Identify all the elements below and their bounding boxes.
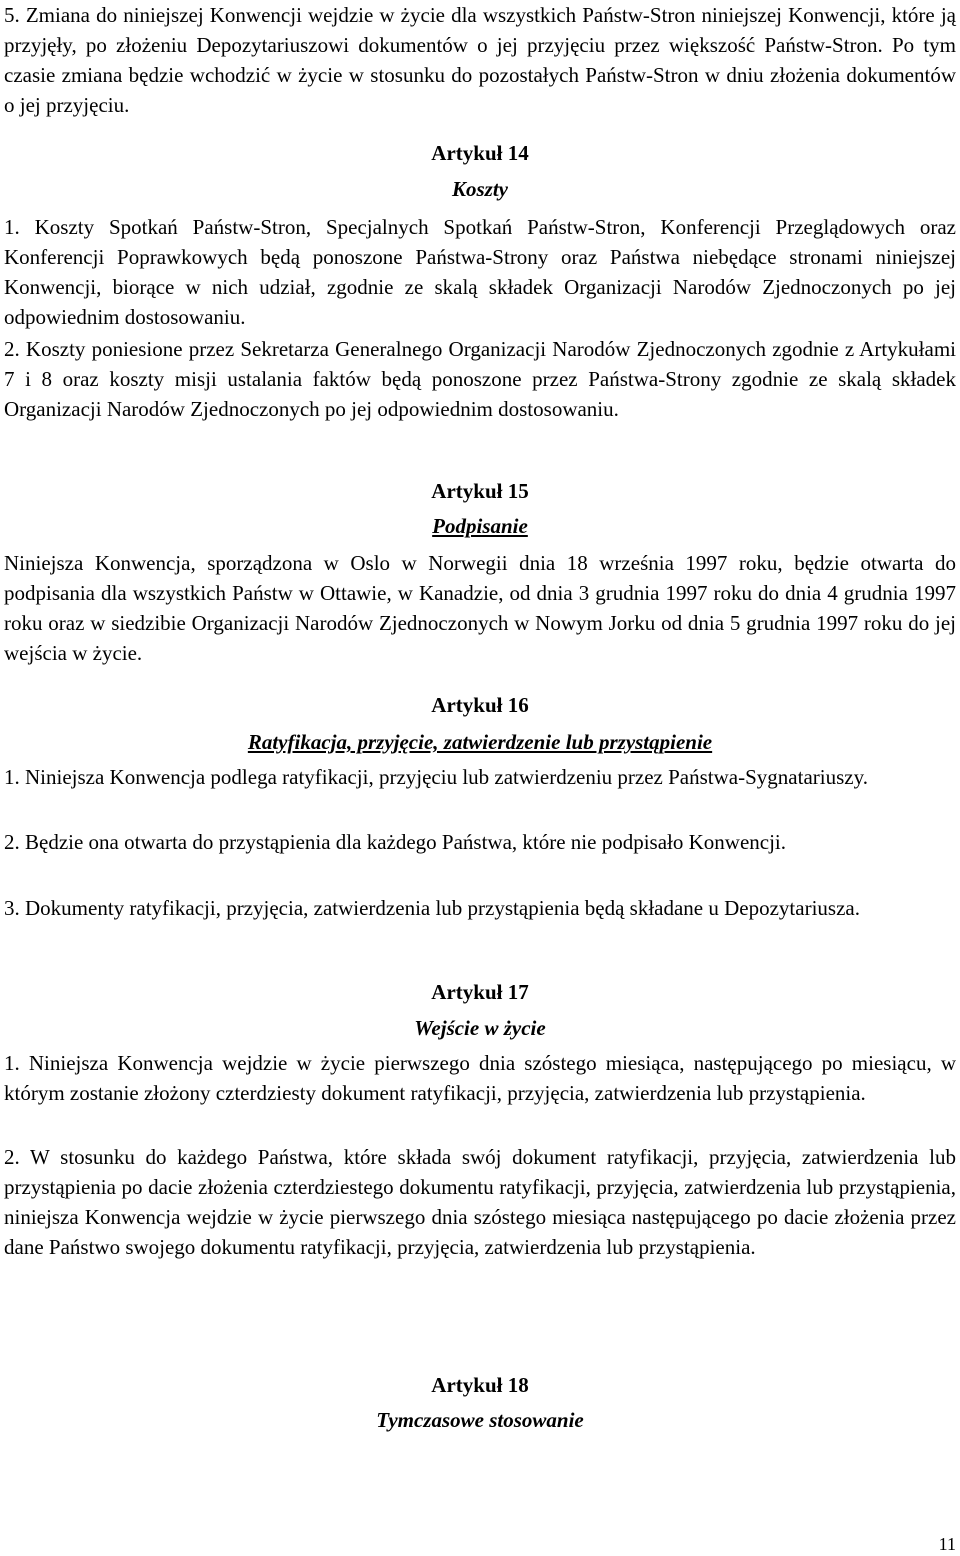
article-18 bbox=[4, 1370, 956, 1400]
article-16 bbox=[4, 690, 956, 720]
article-16-para-1 bbox=[4, 762, 956, 792]
article-15 bbox=[4, 476, 956, 506]
article-title-text: Podpisanie bbox=[432, 514, 528, 538]
article-17-para-1 bbox=[4, 1048, 956, 1108]
article-18-title-wrap bbox=[4, 1405, 956, 1435]
article-17-title-wrap bbox=[4, 1013, 956, 1043]
article-17-para-2 bbox=[4, 1142, 956, 1262]
article-title: Koszty bbox=[451, 177, 508, 201]
article-title bbox=[4, 511, 956, 541]
paragraph-text: 2. Będzie ona otwarta do przystąpienia dla każdego Państwa, które nie podpisało Konwencji. bbox=[4, 830, 787, 854]
article-title: Wejście w życie bbox=[414, 1016, 546, 1040]
paragraph-text: 2. W stosunku do każdego Państwa, które składa swój dokument ratyfikacji, przyjęcia, zatwierdzenia lub przystąpienia po dacie złożenia czterdziestego dokumentu ratyfikacji, przyjęcia, zatwierdzenia lub przystąpienia, niniejsza Konwencja wejdzie w życie pierwszego dnia szóstego miesiąca następującego po dacie złożenia przez dane Państwo swojego dokumentu ratyfikacji, przyjęcia, zatwierdzenia lub przystąpienia. bbox=[4, 1145, 956, 1259]
article-16-title-wrap bbox=[4, 727, 956, 757]
paragraph-text: 1. Niniejsza Konwencja podlega ratyfikacji, przyjęciu lub zatwierdzeniu przez Państwa-Sygnatariuszy. bbox=[4, 765, 868, 789]
article-heading: Artykuł 17 bbox=[431, 980, 529, 1004]
article-14 bbox=[4, 138, 956, 168]
page-number: 11 bbox=[938, 1534, 956, 1554]
article-heading: Artykuł 15 bbox=[431, 479, 529, 503]
article-title bbox=[4, 727, 956, 757]
paragraph-text: 3. Dokumenty ratyfikacji, przyjęcia, zatwierdzenia lub przystąpienia będą składane u Depozytariusza. bbox=[4, 896, 860, 920]
article-title: Tymczasowe stosowanie bbox=[376, 1408, 584, 1432]
paragraph-text: 1. Niniejsza Konwencja wejdzie w życie pierwszego dnia szóstego miesiąca, następującego po miesiącu, w którym zostanie złożony czterdziesty dokument ratyfikacji, przyjęcia, zatwierdzenia lub przystąpienia. bbox=[4, 1051, 956, 1105]
article-17 bbox=[4, 977, 956, 1007]
article-14-para-1 bbox=[4, 212, 956, 332]
article-14-para-2 bbox=[4, 334, 956, 424]
paragraph-text: 2. Koszty poniesione przez Sekretarza Generalnego Organizacji Narodów Zjednoczonych zgodnie z Artykułami 7 i 8 oraz koszty misji ustalania faktów będą ponoszone przez Państwa-Strony zgodnie ze skalą składek Organizacji Narodów Zjednoczonych po jej odpowiednim dostosowaniu. bbox=[4, 337, 956, 421]
article-16-para-3 bbox=[4, 893, 956, 923]
paragraph-text: 5. Zmiana do niniejszej Konwencji wejdzie w życie dla wszystkich Państw-Stron niniejszej Konwencji, które ją przyjęły, po złożeniu Depozytariuszowi dokumentów o jej przyjęciu przez większość Państw-Stron. Po tym czasie zmiana będzie wchodzić w życie w stosunku do pozostałych Państw-Stron w dniu złożenia dokumentów o jej przyjęciu. bbox=[4, 3, 956, 117]
paragraph-5 bbox=[4, 0, 956, 120]
article-title-text: Ratyfikacja, przyjęcie, zatwierdzenie lub przystąpienie bbox=[247, 730, 713, 754]
article-heading: Artykuł 18 bbox=[431, 1373, 529, 1397]
article-16-para-2 bbox=[4, 827, 956, 857]
paragraph-text: Niniejsza Konwencja, sporządzona w Oslo w Norwegii dnia 18 września 1997 roku, będzie otwarta do podpisania dla wszystkich Państw w Ottawie, w Kanadzie, od dnia 3 grudnia 1997 roku do dnia 4 grudnia 1997 roku oraz w siedzibie Organizacji Narodów Zjednoczonych w Nowym Jorku od dnia 5 grudnia 1997 roku do jej wejścia w życie. bbox=[4, 551, 956, 665]
article-heading: Artykuł 16 bbox=[431, 693, 529, 717]
article-15-para-1 bbox=[4, 548, 956, 668]
article-heading: Artykuł 14 bbox=[431, 141, 529, 165]
paragraph-text: 1. Koszty Spotkań Państw-Stron, Specjalnych Spotkań Państw-Stron, Konferencji Przeglądowych oraz Konferencji Poprawkowych będą ponoszone Państwa-Strony oraz Państwa niebędące stronami niniejszej Konwencji, biorące w nich udział, zgodnie ze skalą składek Organizacji Narodów Zjednoczonych po jej odpowiednim dostosowaniu. bbox=[4, 215, 956, 329]
article-14-title-wrap bbox=[4, 174, 956, 204]
article-15-title-wrap bbox=[4, 511, 956, 541]
